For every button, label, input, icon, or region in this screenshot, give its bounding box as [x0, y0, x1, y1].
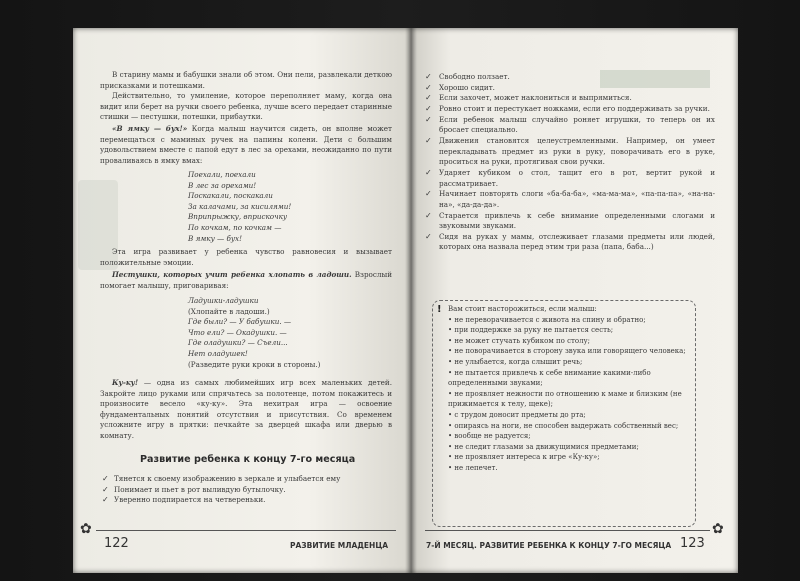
list-item: ✓ Уверенно подпирается на четвереньки. — [102, 495, 266, 505]
paragraph-5-lead: Пестушки, которых учит ребенка хлопать в ладоши. — [112, 270, 352, 279]
list-item: • при поддержке за руку не пытается сесть; — [448, 326, 614, 335]
divider — [96, 530, 396, 531]
left-checklist — [100, 474, 392, 506]
poem-2 — [188, 296, 320, 370]
paragraph-4: Эта игра развивает у ребенка чувство равновесия и вызывает положительные эмоции. — [100, 247, 392, 267]
page-number-left: 122 — [104, 536, 129, 551]
poem-line: Поехали, поехали — [188, 170, 256, 179]
check-icon: ✓ — [425, 136, 432, 146]
warning-exclamation-icon: ! — [437, 304, 442, 315]
list-item: • не проявляет нежности по отношению к маме и близким (не прижимается к телу, щеке); — [448, 389, 682, 409]
list-item: ✓ Понимает и пьет в рот выливдую бутылочку. — [102, 484, 286, 494]
list-item: • не пытается привлечь к себе внимание какими-либо определенными звуками; — [448, 368, 651, 388]
check-icon: ✓ — [425, 189, 432, 199]
list-item: ✓ Сидя на руках у мамы, отслеживает глазами предметы или людей, которых она назвала перед этим три раза (папа, баба...) — [425, 231, 715, 252]
poem-line: Где оладушки? — Съели... — [188, 338, 288, 348]
flower-ornament-icon: ✿ — [712, 521, 724, 537]
poem-line: По кочкам, по кочкам — — [188, 222, 282, 232]
list-item: • не переворачивается с живота на спину и обратно; — [448, 315, 646, 324]
list-item: ✓ Хорошо сидит. — [425, 82, 495, 92]
paragraph-2: Действительно, то умиление, которое переполняет маму, когда она видит или берет на ручки своего ребенка, лучше всего передает старинные стишки — пестушки, потешки, прибаутки. — [100, 91, 392, 122]
page-number-right: 123 — [680, 536, 705, 551]
warning-list — [448, 304, 688, 474]
poem-line: (Хлопайте в ладоши.) — [188, 306, 270, 316]
list-item: • опираясь на ноги, не способен выдержать собственный вес; — [448, 421, 679, 430]
warning-intro: Вам стоит насторожиться, если малыш: — [448, 305, 597, 313]
poem-line: В ямку — бух! — [188, 233, 243, 243]
list-item: ✓ Старается привлечь к себе внимание определенными слогами и звуковыми звуками. — [425, 210, 715, 231]
poem-line: Ладушки-ладушки — [188, 296, 259, 305]
section-title: Развитие ребенка к концу 7-го месяца — [140, 454, 356, 465]
check-icon: ✓ — [425, 231, 432, 241]
paragraph-5-text: Взрослый помогает малышу, приговаривая: — [100, 270, 392, 290]
check-icon: ✓ — [425, 168, 432, 178]
paragraph-3 — [100, 124, 392, 166]
check-icon: ✓ — [425, 93, 432, 103]
list-item: • не может стучать кубиком по столу; — [448, 336, 591, 345]
paragraph-5 — [100, 270, 392, 291]
list-item: • с трудом доносит предметы до рта; — [448, 410, 586, 419]
paragraph-6 — [100, 378, 392, 442]
divider — [425, 530, 710, 531]
list-item: ✓ Если ребенок малыш случайно роняет игрушки, то теперь он их бросает специально. — [425, 114, 715, 135]
poem-line: Что ели? — Окадушки. — — [188, 327, 287, 337]
paragraph-1: В старину мамы и бабушки знали об этом. Они пели, развлекали деткою присказками и потешками. — [100, 70, 392, 90]
poem-line: Вприпрыжку, вприскочку — [188, 212, 288, 222]
list-item: ✓ Начинает повторять слоги «ба-ба-ба», «ма-ма-ма», «па-па-па», «на-на-на», «да-да-да». — [425, 189, 715, 209]
list-item: ✓ Ударяет кубиком о стол, тащит его в рот, вертит рукой и рассматривает. — [425, 168, 715, 188]
list-item: ✓ Тянется к своему изображению в зеркале и улыбается ему — [102, 474, 341, 483]
flower-ornament-icon: ✿ — [80, 521, 92, 537]
list-item: • вообще не радуется; — [448, 432, 531, 441]
check-icon: ✓ — [425, 210, 432, 220]
poem-line: (Разведите руки кроки в стороны.) — [188, 359, 321, 369]
list-item: ✓ Движения становятся целеустремленными. Например, он умеет перекладывать предмет из руки в руку, поворачивать его в руке, проситься на руки, протягивая свои ручки. — [425, 136, 715, 167]
list-item: • не лепечет. — [448, 463, 498, 472]
poem-1 — [188, 170, 291, 244]
running-head-left: РАЗВИТИЕ МЛАДЕНЦА — [290, 541, 389, 550]
check-icon: ✓ — [425, 72, 432, 81]
poem-line: В лес за орехами! — [188, 180, 257, 190]
poem-line: За калачами, за кисилями! — [188, 201, 292, 211]
poem-line: Поскакали, поскакали — [188, 191, 273, 201]
check-icon: ✓ — [425, 114, 432, 124]
right-checklist — [425, 72, 715, 253]
list-item: ✓ Свободно ползает. — [425, 72, 510, 81]
check-icon: ✓ — [102, 484, 109, 494]
check-icon: ✓ — [102, 474, 109, 483]
list-item: • не поворачивается в сторону звука или говорящего человека; — [448, 347, 686, 356]
paragraph-6-text: — одна из самых любимейших игр всех маленьких детей. Закройте лицо руками или спрячьтесь за полотенце, потом покажитесь и произносите весело «ку-ку». Эта нехитрая игра — освоение фундаментальных понятий отсутствия и присутствия. Со временем усложните игру в прятки: печкайте за дверцей шкафа или дверью в комнату. — [100, 378, 392, 440]
check-icon: ✓ — [425, 82, 432, 92]
running-head-right: 7-Й МЕСЯЦ. РАЗВИТИЕ РЕБЕНКА К КОНЦУ 7-ГО МЕСЯЦА — [426, 541, 672, 550]
list-item: • не улыбается, когда слышит речь; — [448, 357, 583, 366]
paragraph-3-lead: «В ямку — бух!» — [112, 124, 188, 133]
poem-line: Нет оладушек! — [188, 348, 248, 358]
list-item: • не проявляет интереса к игре «Ку-ку»; — [448, 453, 600, 462]
poem-line: Где были? — У бабушки. — — [188, 317, 292, 327]
list-item: • не следит глазами за движущимися предметами; — [448, 442, 639, 451]
check-icon: ✓ — [425, 104, 432, 114]
check-icon: ✓ — [102, 495, 109, 505]
list-item: ✓ Ровно стоит и перестукает ножками, если его поддерживать за ручки. — [425, 104, 710, 114]
paragraph-6-lead: Ку-ку! — [112, 378, 139, 387]
paragraph-3-text: Когда малыш научится сидеть, он вполне может перемещаться с маминых ручек на папины колени. Дети с большим удовольствием вместе с папой едут в лес за орехами, неожиданно по пути проваливаясь в ямку вмах: — [100, 124, 392, 165]
book-spine — [405, 28, 417, 573]
list-item: ✓ Если захочет, может наклониться и выпрямиться. — [425, 93, 632, 103]
